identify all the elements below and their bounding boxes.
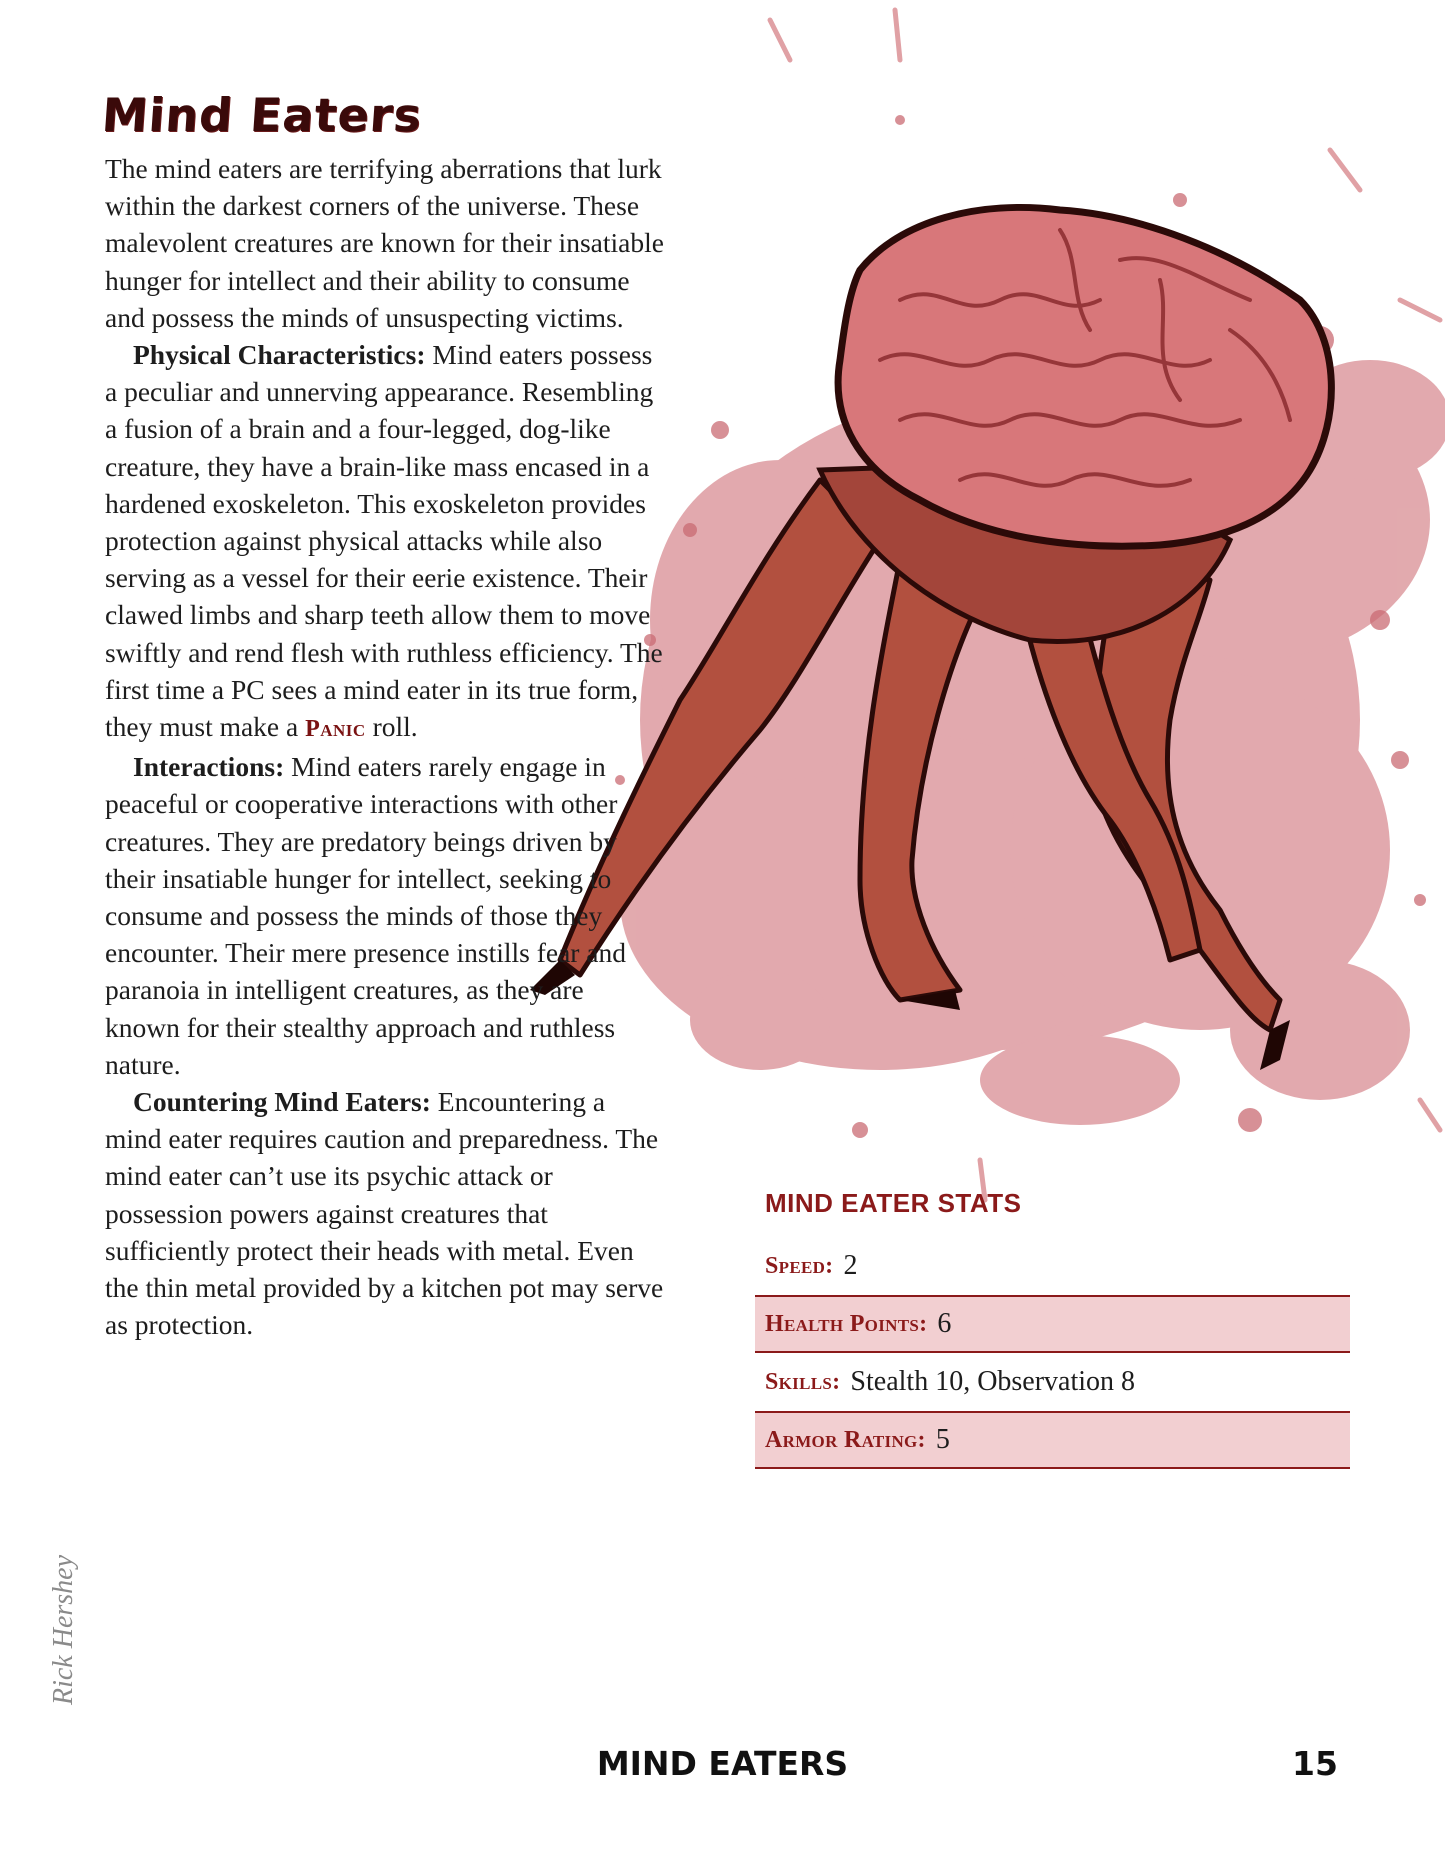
footer-title: MIND EATERS xyxy=(596,1744,849,1783)
stat-row-health xyxy=(755,1295,1350,1353)
intro-paragraph: The mind eaters are terrifying aberrations that lurk within the darkest corners of the universe. These malevolent creatures are known for their insatiable hunger for intellect and their ability to consume and possess the minds of unsuspecting victims. xyxy=(105,153,664,333)
stat-label: Health Points: xyxy=(765,1310,928,1337)
physical-end: roll. xyxy=(365,711,418,743)
artist-credit: Rick Hershey xyxy=(48,1554,79,1705)
stat-label: Speed: xyxy=(765,1252,834,1279)
countering-heading: Countering Mind Eaters: xyxy=(133,1086,431,1118)
stats-title: MIND EATER STATS xyxy=(765,1188,1022,1218)
interactions-heading: Interactions: xyxy=(133,751,285,783)
stat-label: Skills: xyxy=(765,1368,841,1395)
stat-value: 5 xyxy=(935,1424,950,1455)
stat-row-skills xyxy=(755,1353,1350,1411)
stat-row-armor xyxy=(755,1411,1350,1469)
countering-paragraph xyxy=(105,1083,665,1343)
interactions-text: Mind eaters rarely engage in peaceful or cooperative interactions with other creatures. They are predatory beings driven by their insatiable hunger for intellect, seeking to consume and possess the minds of those they encounter. Their mere presence instills fear and paranoia in intelligent creatures, as they are known for their stealthy approach and ruthless nature. xyxy=(105,751,627,1080)
countering-text: Encountering a mind eater requires caution and preparedness. The mind eater can’t use its psychic attack or possession powers against creatures that sufficiently protect their heads with metal. Even the thin metal provided by a kitchen pot may serve as protection. xyxy=(105,1086,664,1341)
stat-value: 2 xyxy=(843,1250,858,1281)
stat-label: Armor Rating: xyxy=(765,1426,926,1453)
stats-block xyxy=(755,1188,1350,1469)
physical-heading: Physical Characteristics: xyxy=(133,339,426,371)
interactions-paragraph xyxy=(105,748,665,1083)
physical-paragraph xyxy=(105,336,665,748)
page-number: 15 xyxy=(1292,1744,1338,1783)
physical-text: Mind eaters possess a peculiar and unnerving appearance. Resembling a fusion of a brain and a four-legged, dog-like creature, they have a brain-like mass encased in a hardened exoskeleton. This exoskeleton provides protection against physical attacks while also serving as a vessel for their eerie existence. Their clawed limbs and sharp teeth allow them to move swiftly and rend flesh with ruthless efficiency. The first time a PC sees a mind eater in its true form, they must make a xyxy=(105,339,663,743)
panic-keyword: Panic xyxy=(305,716,366,743)
stat-value: 6 xyxy=(937,1308,952,1339)
article-body xyxy=(105,150,665,1344)
page-title: Mind Eaters xyxy=(100,88,424,142)
stat-row-speed xyxy=(755,1237,1350,1295)
stat-value: Stealth 10, Observation 8 xyxy=(850,1366,1136,1397)
